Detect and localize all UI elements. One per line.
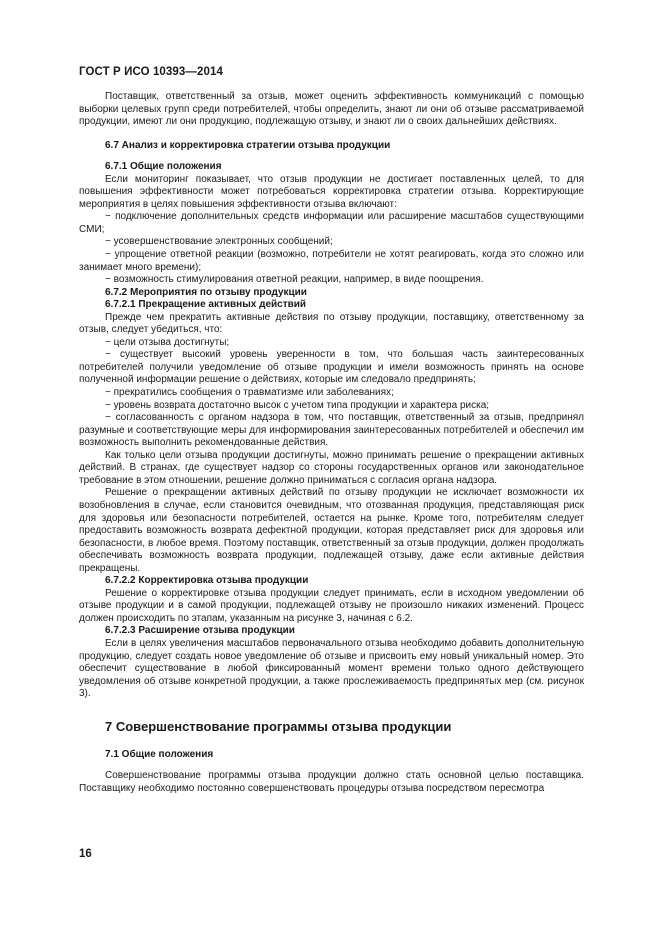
paragraph: Прежде чем прекратить активные действия по отзыву продукции, поставщику, ответственному за отзыв, следует убедиться, что: [79, 311, 584, 336]
paragraph: Совершенствование программы отзыва продукции должно стать основной целью поставщика. Поставщику необходимо постоянно совершенствовать процедуры отзыва посредством пересмотра [79, 770, 584, 794]
list-item: − упрощение ответной реакции (возможно, потребители не хотят реагировать, когда это сложно или занимает много времени); [79, 249, 584, 273]
list-item: − возможность стимулирования ответной реакции, например, в виде поощрения. [105, 274, 484, 286]
subsection-heading-7-1: 7.1 Общие положения [105, 748, 214, 760]
paragraph: Решение о прекращении активных действий по отзыву продукции не исключает возможности их возобновления в случае, если становится очевидным, что отозванная продукция, представляющая риск для здоровья или безопасности потребителей, остается на рынке. Кроме того, потребителям следует предоставить возможность возврата дефектной продукции, которая представляет риск для здоровья или безопасности, в любое время. Поэтому поставщик, ответственный за отзыв продукции, должен продолжать обеспечивать возможность возврата продукции, подлежащей отзыву, даже если активные действия прекращены. [79, 487, 584, 574]
page-body [79, 91, 584, 795]
subsection-heading-6-7-2-2: 6.7.2.2 Корректировка отзыва продукции [105, 575, 309, 587]
subsection-heading-6-7-2: 6.7.2 Мероприятия по отзыву продукции [105, 286, 307, 298]
paragraph: Если в целях увеличения масштабов первоначального отзыва необходимо добавить дополнительную продукцию, следует создать новое уведомление об отзыве и присвоить ему новый уникальный номер. Это обеспечит существование в любой фиксированный момент времени только одного действующего уведомления об отзыве конкретной продукции, а также прослеживаемость предпринятых мер (см. рисунок 3). [79, 637, 584, 700]
subsection-heading-6-7-2-3: 6.7.2.3 Расширение отзыва продукции [105, 625, 295, 637]
paragraph: Как только цели отзыва продукции достигнуты, можно принимать решение о прекращении активных действий. В странах, где существует надзор со стороны государственных органов или законодательное требование в этом отношении, решение должно приниматься с согласия органа надзора. [79, 449, 584, 486]
section-heading-7: 7 Совершенствование программы отзыва продукции [105, 718, 452, 734]
paragraph: Поставщик, ответственный за отзыв, может оценить эффективность коммуникаций с помощью выборки целевых групп среди потребителей, чтобы определить, знают ли они об отзыве рассматриваемой продукции, имеют ли они продукцию, подлежащую отзыву, и знают ли о своих дальнейших действиях. [79, 91, 584, 128]
paragraph: Решение о корректировке отзыва продукции следует принимать, если в исходном уведомлении об отзыве продукции и в самой продукции, подлежащей отзыву не произошло никаких изменений. Процесс должен происходить по этапам, указанным на рисунке 3, начиная с 6.2. [79, 587, 584, 624]
list-item: − уровень возврата достаточно высок с учетом типа продукции и характера риска; [105, 399, 490, 411]
list-item: − согласованность с органом надзора в том, что поставщик, ответственный за отзыв, предпринял разумные и соответствующие меры для информирования заинтересованных потребителей и обеспечил им возможность выполнить рекомендованные действия. [79, 412, 584, 449]
list-item: − усовершенствование электронных сообщений; [105, 236, 333, 248]
list-item: − существует высокий уровень уверенности в том, что большая часть заинтересованных потребителей получили уведомление об отзыве продукции и имели возможность принять на основе полученной информации решение о действиях, которые им следовало предпринять; [79, 349, 584, 386]
list-item: − прекратились сообщения о травматизме или заболеваниях; [105, 387, 394, 399]
section-heading-6-7: 6.7 Анализ и корректировка стратегии отзыва продукции [105, 139, 391, 151]
subsection-heading-6-7-1: 6.7.1 Общие положения [105, 161, 222, 173]
standard-header: ГОСТ Р ИСО 10393—2014 [79, 66, 224, 78]
subsection-heading-6-7-2-1: 6.7.2.1 Прекращение активных действий [105, 299, 307, 311]
page-number: 16 [79, 848, 92, 860]
list-item: − цели отзыва достигнуты; [105, 336, 230, 348]
list-item: − подключение дополнительных средств информации или расширение масштабов существующими СМИ; [79, 211, 584, 235]
paragraph: Если мониторинг показывает, что отзыв продукции не достигает поставленных целей, то для повышения эффективности может потребоваться корректировка стратегии отзыва. Корректирующие мероприятия в целях повышения эффективности отзыва включают: [79, 173, 584, 210]
